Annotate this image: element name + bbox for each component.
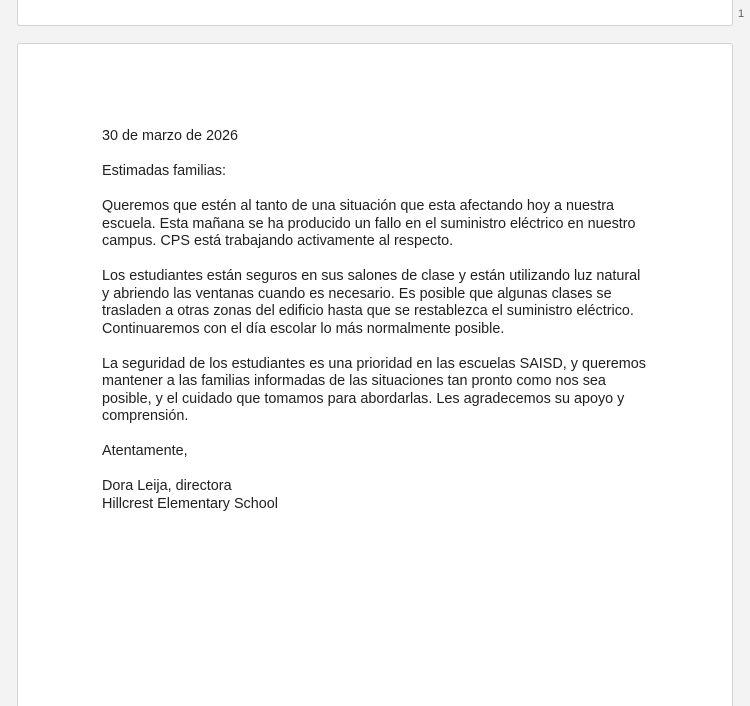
page-number: 1 xyxy=(738,8,745,20)
signature-name: Dora Leija, directora xyxy=(102,478,232,494)
letter-closing: Atentamente, xyxy=(102,443,188,459)
letter-body[interactable] xyxy=(102,128,647,513)
letter-paragraph-3: La seguridad de los estudiantes es una prioridad en las escuelas SAISD, y queremos mantener a las familias informadas de las situaciones tan pronto como nos sea posible, y el cuidado que tomamos para abordarlas. Les agradecemos su apoyo y comprensión. xyxy=(102,355,646,424)
letter-greeting: Estimadas familias: xyxy=(102,163,226,179)
signature-school: Hillcrest Elementary School xyxy=(102,495,278,512)
letter-paragraph-2: Los estudiantes están seguros en sus salones de clase y están utilizando luz natural y abriendo las ventanas cuando es necesario. Es posible que algunas clases se trasladen a otras zonas del edificio hasta que se restablezca el suministro eléctrico. Continuaremos con el día escolar lo más normalmente posible. xyxy=(102,268,641,337)
document-page[interactable] xyxy=(17,43,733,706)
letter-paragraph-1: Queremos que estén al tanto de una situación que esta afectando hoy a nuestra escuela. Esta mañana se ha producido un fallo en el suministro eléctrico en nuestro campus. CPS está trabajando activamente al respecto. xyxy=(102,198,636,249)
letter-date: 30 de marzo de 2026 xyxy=(102,128,239,144)
previous-page xyxy=(17,0,733,26)
